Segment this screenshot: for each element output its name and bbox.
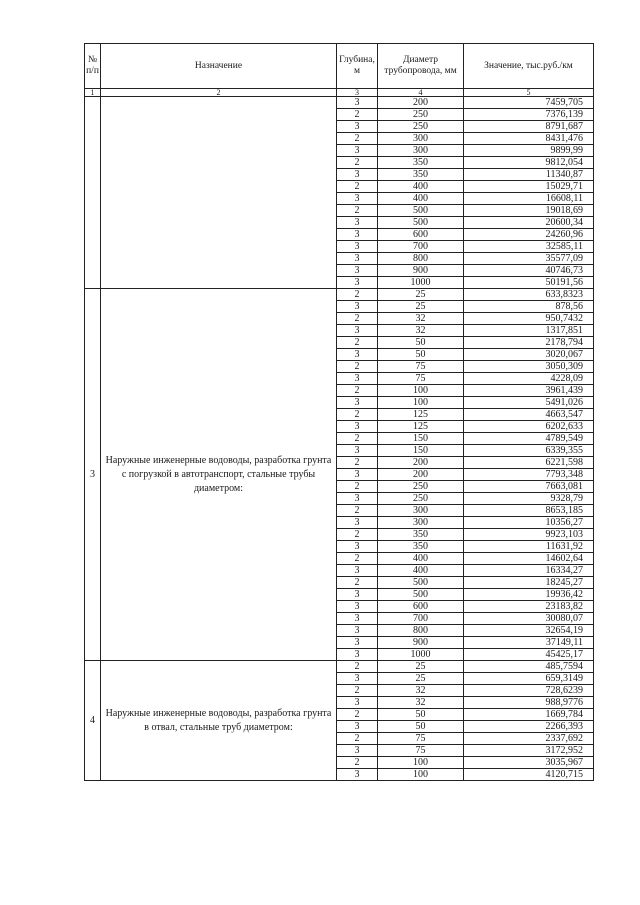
depth-cell: 2 <box>337 661 378 673</box>
column-number: 2 <box>101 89 337 97</box>
depth-cell: 2 <box>337 553 378 565</box>
depth-cell: 2 <box>337 337 378 349</box>
value-cell: 4228,09 <box>464 373 594 385</box>
value-cell: 950,7432 <box>464 313 594 325</box>
item-number: 4 <box>85 661 101 781</box>
table-header <box>85 44 594 97</box>
depth-cell: 2 <box>337 313 378 325</box>
depth-cell: 2 <box>337 385 378 397</box>
depth-cell: 3 <box>337 397 378 409</box>
value-cell: 1317,851 <box>464 325 594 337</box>
value-cell: 4120,715 <box>464 769 594 781</box>
depth-cell: 2 <box>337 133 378 145</box>
depth-cell: 3 <box>337 445 378 457</box>
depth-cell: 2 <box>337 157 378 169</box>
value-cell: 9812,054 <box>464 157 594 169</box>
depth-cell: 3 <box>337 601 378 613</box>
value-cell: 30080,07 <box>464 613 594 625</box>
diameter-cell: 150 <box>378 445 464 457</box>
diameter-cell: 500 <box>378 577 464 589</box>
value-cell: 728,6239 <box>464 685 594 697</box>
value-cell: 7459,705 <box>464 97 594 109</box>
value-cell: 485,7594 <box>464 661 594 673</box>
depth-cell: 3 <box>337 301 378 313</box>
diameter-cell: 300 <box>378 517 464 529</box>
depth-cell: 3 <box>337 637 378 649</box>
value-cell: 878,56 <box>464 301 594 313</box>
diameter-cell: 150 <box>378 433 464 445</box>
value-cell: 659,3149 <box>464 673 594 685</box>
header-depth: Глубина, м <box>337 44 378 89</box>
depth-cell: 3 <box>337 193 378 205</box>
value-cell: 37149,11 <box>464 637 594 649</box>
value-cell: 9923,103 <box>464 529 594 541</box>
diameter-cell: 25 <box>378 673 464 685</box>
depth-cell: 3 <box>337 265 378 277</box>
item-description: Наружные инженерные водоводы, разработка грунта в отвал, стальные труб диаметром: <box>101 661 337 781</box>
value-cell: 7793,348 <box>464 469 594 481</box>
depth-cell: 2 <box>337 409 378 421</box>
depth-cell: 3 <box>337 169 378 181</box>
value-cell: 11631,92 <box>464 541 594 553</box>
depth-cell: 3 <box>337 649 378 661</box>
value-cell: 24260,96 <box>464 229 594 241</box>
value-cell: 18245,27 <box>464 577 594 589</box>
diameter-cell: 500 <box>378 217 464 229</box>
depth-cell: 3 <box>337 241 378 253</box>
diameter-cell: 25 <box>378 661 464 673</box>
depth-cell: 3 <box>337 253 378 265</box>
value-cell: 20600,34 <box>464 217 594 229</box>
value-cell: 8431,476 <box>464 133 594 145</box>
diameter-cell: 50 <box>378 721 464 733</box>
diameter-cell: 75 <box>378 373 464 385</box>
diameter-cell: 125 <box>378 421 464 433</box>
value-cell: 6221,598 <box>464 457 594 469</box>
item-number: 3 <box>85 289 101 661</box>
diameter-cell: 350 <box>378 529 464 541</box>
diameter-cell: 400 <box>378 193 464 205</box>
depth-cell: 2 <box>337 205 378 217</box>
depth-cell: 2 <box>337 433 378 445</box>
diameter-cell: 75 <box>378 361 464 373</box>
depth-cell: 3 <box>337 469 378 481</box>
depth-cell: 3 <box>337 769 378 781</box>
value-cell: 3020,067 <box>464 349 594 361</box>
value-cell: 16608,11 <box>464 193 594 205</box>
value-cell: 8791,687 <box>464 121 594 133</box>
diameter-cell: 100 <box>378 769 464 781</box>
depth-cell: 3 <box>337 217 378 229</box>
depth-cell: 3 <box>337 121 378 133</box>
depth-cell: 3 <box>337 97 378 109</box>
item-number <box>85 97 101 289</box>
value-cell: 4663,547 <box>464 409 594 421</box>
value-cell: 10356,27 <box>464 517 594 529</box>
depth-cell: 3 <box>337 541 378 553</box>
diameter-cell: 800 <box>378 625 464 637</box>
depth-cell: 2 <box>337 505 378 517</box>
diameter-cell: 100 <box>378 757 464 769</box>
depth-cell: 2 <box>337 109 378 121</box>
value-cell: 15029,71 <box>464 181 594 193</box>
depth-cell: 3 <box>337 625 378 637</box>
value-cell: 3035,967 <box>464 757 594 769</box>
rates-table-sheet <box>84 43 593 781</box>
diameter-cell: 200 <box>378 469 464 481</box>
value-cell: 40746,73 <box>464 265 594 277</box>
depth-cell: 3 <box>337 229 378 241</box>
value-cell: 2178,794 <box>464 337 594 349</box>
diameter-cell: 32 <box>378 697 464 709</box>
depth-cell: 2 <box>337 529 378 541</box>
value-cell: 633,8323 <box>464 289 594 301</box>
table-row <box>85 661 594 673</box>
diameter-cell: 350 <box>378 541 464 553</box>
depth-cell: 2 <box>337 361 378 373</box>
column-number: 1 <box>85 89 101 97</box>
depth-cell: 2 <box>337 709 378 721</box>
diameter-cell: 25 <box>378 289 464 301</box>
diameter-cell: 350 <box>378 157 464 169</box>
depth-cell: 2 <box>337 685 378 697</box>
value-cell: 16334,27 <box>464 565 594 577</box>
diameter-cell: 600 <box>378 601 464 613</box>
diameter-cell: 900 <box>378 637 464 649</box>
value-cell: 23183,82 <box>464 601 594 613</box>
value-cell: 35577,09 <box>464 253 594 265</box>
diameter-cell: 350 <box>378 169 464 181</box>
diameter-cell: 300 <box>378 145 464 157</box>
diameter-cell: 200 <box>378 97 464 109</box>
diameter-cell: 1000 <box>378 649 464 661</box>
value-cell: 7663,081 <box>464 481 594 493</box>
diameter-cell: 100 <box>378 385 464 397</box>
depth-cell: 3 <box>337 325 378 337</box>
diameter-cell: 400 <box>378 181 464 193</box>
depth-cell: 2 <box>337 457 378 469</box>
value-cell: 8653,185 <box>464 505 594 517</box>
diameter-cell: 32 <box>378 685 464 697</box>
item-description <box>101 97 337 289</box>
table-row <box>85 289 594 301</box>
header-value: Значение, тыс.руб./км <box>464 44 594 89</box>
value-cell: 45425,17 <box>464 649 594 661</box>
diameter-cell: 250 <box>378 493 464 505</box>
rates-table <box>84 43 594 781</box>
depth-cell: 3 <box>337 697 378 709</box>
depth-cell: 3 <box>337 373 378 385</box>
diameter-cell: 25 <box>378 301 464 313</box>
depth-cell: 3 <box>337 613 378 625</box>
depth-cell: 3 <box>337 421 378 433</box>
depth-cell: 2 <box>337 481 378 493</box>
value-cell: 3961,439 <box>464 385 594 397</box>
diameter-cell: 900 <box>378 265 464 277</box>
diameter-cell: 32 <box>378 313 464 325</box>
depth-cell: 2 <box>337 733 378 745</box>
diameter-cell: 50 <box>378 349 464 361</box>
diameter-cell: 50 <box>378 337 464 349</box>
column-number: 4 <box>378 89 464 97</box>
diameter-cell: 100 <box>378 397 464 409</box>
depth-cell: 3 <box>337 145 378 157</box>
diameter-cell: 800 <box>378 253 464 265</box>
depth-cell: 3 <box>337 493 378 505</box>
value-cell: 2337,692 <box>464 733 594 745</box>
table-row <box>85 97 594 109</box>
diameter-cell: 125 <box>378 409 464 421</box>
diameter-cell: 250 <box>378 481 464 493</box>
diameter-cell: 500 <box>378 589 464 601</box>
value-cell: 9328,79 <box>464 493 594 505</box>
value-cell: 50191,56 <box>464 277 594 289</box>
diameter-cell: 400 <box>378 553 464 565</box>
header-diameter: Диаметр трубопровода, мм <box>378 44 464 89</box>
value-cell: 3172,952 <box>464 745 594 757</box>
diameter-cell: 200 <box>378 457 464 469</box>
value-cell: 7376,139 <box>464 109 594 121</box>
depth-cell: 2 <box>337 181 378 193</box>
diameter-cell: 250 <box>378 121 464 133</box>
diameter-cell: 700 <box>378 613 464 625</box>
value-cell: 3050,309 <box>464 361 594 373</box>
diameter-cell: 400 <box>378 565 464 577</box>
depth-cell: 3 <box>337 745 378 757</box>
depth-cell: 3 <box>337 673 378 685</box>
diameter-cell: 250 <box>378 109 464 121</box>
column-number: 5 <box>464 89 594 97</box>
depth-cell: 3 <box>337 277 378 289</box>
depth-cell: 3 <box>337 721 378 733</box>
diameter-cell: 32 <box>378 325 464 337</box>
diameter-cell: 50 <box>378 709 464 721</box>
value-cell: 9899,99 <box>464 145 594 157</box>
value-cell: 19018,69 <box>464 205 594 217</box>
value-cell: 4789,549 <box>464 433 594 445</box>
diameter-cell: 300 <box>378 505 464 517</box>
value-cell: 6202,633 <box>464 421 594 433</box>
value-cell: 5491,026 <box>464 397 594 409</box>
depth-cell: 2 <box>337 757 378 769</box>
value-cell: 32654,19 <box>464 625 594 637</box>
diameter-cell: 700 <box>378 241 464 253</box>
value-cell: 11340,87 <box>464 169 594 181</box>
value-cell: 32585,11 <box>464 241 594 253</box>
header-index: № п/п <box>85 44 101 89</box>
value-cell: 1669,784 <box>464 709 594 721</box>
diameter-cell: 300 <box>378 133 464 145</box>
column-number: 3 <box>337 89 378 97</box>
diameter-cell: 75 <box>378 733 464 745</box>
value-cell: 6339,355 <box>464 445 594 457</box>
item-description: Наружные инженерные водоводы, разработка грунта с погрузкой в автотранспорт, стальные трубы диаметром: <box>101 289 337 661</box>
depth-cell: 3 <box>337 349 378 361</box>
value-cell: 2266,393 <box>464 721 594 733</box>
diameter-cell: 500 <box>378 205 464 217</box>
depth-cell: 2 <box>337 577 378 589</box>
value-cell: 19936,42 <box>464 589 594 601</box>
depth-cell: 2 <box>337 289 378 301</box>
header-purpose: Назначение <box>101 44 337 89</box>
table-body <box>85 97 594 781</box>
value-cell: 14602,64 <box>464 553 594 565</box>
diameter-cell: 1000 <box>378 277 464 289</box>
depth-cell: 3 <box>337 565 378 577</box>
diameter-cell: 600 <box>378 229 464 241</box>
depth-cell: 3 <box>337 589 378 601</box>
diameter-cell: 75 <box>378 745 464 757</box>
depth-cell: 3 <box>337 517 378 529</box>
value-cell: 988,9776 <box>464 697 594 709</box>
